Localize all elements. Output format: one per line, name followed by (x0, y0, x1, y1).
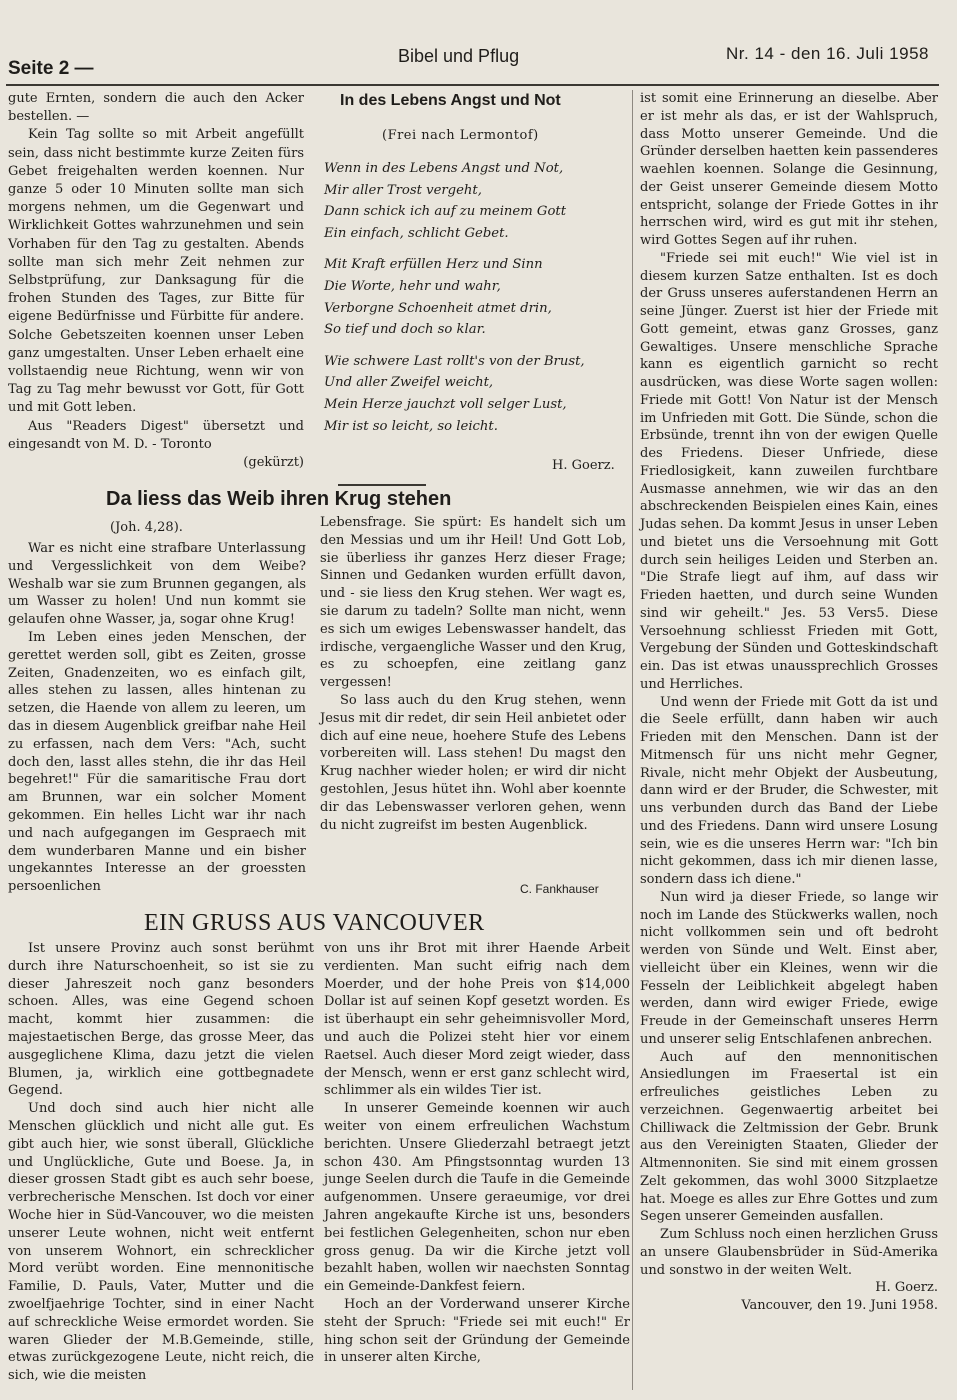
article-author: H. Goerz. (875, 1280, 938, 1296)
paragraph: von uns ihr Brot mit ihrer Haende Arbeit verdienten. Man sucht eifrig nach dem Moerder, und der hohe Preis von $14,000 Dollar ist auf seinen Kopf gesetzt worden. Es ist überhaupt ein sehr geheimnisvoller Mord, und auch die Polizei steht hier vor einem Raetsel. Auch dieser Mord zeigt wieder, dass der Mensch, wenn er erst ganz schlecht wird, schlimmer als ein wildes Tier ist. (324, 941, 630, 1099)
poem-stanza (324, 254, 624, 340)
issue-date: Nr. 14 - den 16. Juli 1958 (726, 44, 929, 63)
paragraph: Lebensfrage. Sie spürt: Es handelt sich um den Messias und um ihr Heil! Und Gott Lob, sie überliess ihr ganzes Herz dieser Frage; Sinnen und Gedanken wurden erfüllt davon, und - sie liess den Krug stehen. Wer wagt es, sie darum zu tadeln? Sollte man nicht, wenn es sich um ewiges Lebenswasser handelt, das irdische, vergaengliche Wasser und den Krug, es zu schoepfen, eine zeitlang ganz vergessen! (320, 515, 626, 691)
poem-line: Mit Kraft erfüllen Herz und Sinn (324, 257, 543, 273)
source-note: Aus "Readers Digest" übersetzt und eingesandt von M. D. - Toronto (8, 418, 304, 452)
article-prayer-end (8, 90, 304, 472)
paragraph: Und doch sind auch hier nicht alle Menschen glücklich und nicht alle gut. Es gibt auch hier, wie sonst überall, Glückliche und Unglückliche, Gute und Boese. Ja, in dieser grossen Stadt gibt es auch sehr boese, verbrecherische Menschen. Ist doch vor einer Woche hier in Süd-Vancouver, wo die meisten unserer Leute wohnen, nicht weit entfernt von unserem Wohnort, ein schrecklicher Mord verübt worden. Eine mennonitische Familie, D. Pauls, Vater, Mutter und die zwoelfjaehrige Tochter, sind in einer Nacht auf schreckliche Weise ermordet worden. Sie waren Glieder der M.B.Gemeinde, stille, etwas zurückgezogene Leute, nicht reich, die sich, wie die meisten (8, 1101, 314, 1384)
source-note-short: (gekürzt) (243, 455, 304, 471)
paragraph: Zum Schluss noch einen herzlichen Gruss an unsere Glaubensbrüder in Süd-Amerika und sonstwo in der weiten Welt. (640, 1227, 938, 1278)
paragraph: Im Leben eines jeden Menschen, der gerettet werden soll, gibt es Zeiten, grosse Zeiten, Gnadenzeiten, wo es einfach gilt, alles stehen zu lassen, alles hintenan zu setzen, die Haende von allem zu leeren, um das in diesem Augenblick greifbar nahe Heil zu erfassen, nach dem Vers: "Ach, sucht doch den, lasst alles stehn, die ihr das Heil begehret!" Für die samaritische Frau dort am Brunnen, war ein solcher Moment gekommen. Ein helles Licht war ihr nach und nach aufgegangen im Gespraech mit dem wunderbaren Manne und ein bisher ungekanntes Interesse an der groessten persoenlichen (8, 629, 306, 895)
paragraph: ist somit eine Erinnerung an dieselbe. Aber er ist mehr als das, er ist der Wahlspruch, dass Motto unserer Gemeinde. Und die Gründer derselben haetten kein passenderes waehlen koennen. Solange die Gesinnung, der Geist unserer Gemeinde diesem Motto entspricht, solange der Friede Gottes in ihr herrschen wird, wird es gut mit ihr stehen, wird Gottes Segen auf ihr ruhen. (640, 91, 938, 248)
poem-body (324, 158, 624, 447)
poem-title: In des Lebens Angst und Not (340, 92, 561, 109)
poem-line: Wenn in des Lebens Angst und Not, (324, 161, 564, 176)
paragraph: "Friede sei mit euch!" Wie viel ist in diesem kurzen Satze enthalten. Ist es doch der Gruss unseres auferstandenen Herrn an seine Jünger. Zuerst ist hier der Friede mit Gott gemeint, etwas ganz Grosses, ganz Gewaltiges. Unsere menschliche Sprache kann es eigentlich garnicht so recht ausdrücken, was diese Worte sagen wollen: Friede mit Gott! Von Natur ist der Mensch im Unfrieden mit Gott. Die Sünde, schon die Erbsünde, trennt ihn von der ewigen Quelle des Friedens. Dieser Unfriede, diese Friedlosigkeit, kann zuweilen furchtbare Ausmasse annehmen, wie wir das an den abschreckenden Beispielen eines Kain, eines Judas sehen. Da kommt Jesus in unser Leben und bietet uns die Versoehnung mit Gott durch sein heiliges Leiden und Sterben an. "Die Strafe liegt auf ihm, auf dass wir Frieden haetten, und durch seine Wunden sind wir geheilt." Jes. 53 Vers5. Diese Versoehnung schliesst Frieden mit Gott, Vergebung der Sünden und Gotteskindschaft ein. Das ist etwas unaussprechlich Grosses und Herrliches. (640, 250, 938, 692)
article-krug-left (8, 540, 306, 896)
poem-line: Mein Herze jauchzt voll selger Lust, (324, 396, 567, 412)
article-krug-right (320, 514, 626, 834)
section-divider (338, 484, 426, 486)
poem-line: Dann schick ich auf zu meinem Gott (324, 204, 566, 220)
page-number: Seite 2 — (8, 58, 94, 79)
paragraph: War es nicht eine strafbare Unterlassung und Vergesslichkeit von dem Weibe? Weshalb war sie zum Brunnen gegangen, als um Wasser zu holen! Und nun kommt sie gelaufen ohne Wasser, ja, sogar ohne Krug! (8, 541, 306, 628)
poem-stanza (324, 351, 624, 437)
newspaper-title: Bibel und Pflug (398, 46, 520, 66)
paragraph: gute Ernten, sondern die auch den Acker bestellen. — (8, 91, 304, 125)
paragraph: Hoch an der Vorderwand unserer Kirche steht der Spruch: "Friede sei mit euch!" Er hing schon seit der Gründung der Gemeinde in unserer alten Kirche, (324, 1296, 630, 1366)
paragraph: In unserer Gemeinde koennen wir auch weiter von einem erfreulichen Wachstum berichten. Unsere Gliederzahl betraegt jetzt schon 430. Am Pfingstsonntag wurden 13 junge Seelen durch die Taufe in die Gemeinde aufgenommen. Unsere geraeumige, vor drei Jahren angekaufte Kirche ist uns, besonders bei festlichen Gelegenheiten, schon nur eben gross genug. Da wir die Kirche jetzt voll bezahlt haben, wollen wir naechsten Sonntag ein Gemeinde-Dankfest feiern. (324, 1101, 630, 1295)
poem-author: H. Goerz. (552, 458, 615, 473)
dateline: Vancouver, den 19. Juni 1958. (741, 1298, 938, 1313)
bible-reference: (Joh. 4,28). (110, 520, 183, 535)
paragraph: Kein Tag sollte so mit Arbeit angefüllt sein, dass nicht bestimmte kurze Zeiten fürs Gebet freigehalten werden koennen. Nur ganze 5 oder 10 Minuten sollte man sich morgens nehmen, um die Gegenwart und Wirklichkeit Gottes wahrzunehmen und sein Vorhaben für den Tag zu gestalten. Abends sollte man sich mehr Zeit nehmen zur Selbstprüfung, zur Danksagung für die frohen Stunden des Tages, zur Bitte für eigene Bedürfnisse und Fürbitte für andere. Solche Gebetszeiten koennen unser Leben ganz umgestalten. Unser Leben erhaelt eine vollstaendig neue Richtung, wenn wir von Tag zu Tag mehr bewusst vor Gott, für Gott und mit Gott leben. (8, 127, 304, 416)
header-rule (6, 84, 939, 86)
paragraph: Nun wird ja dieser Friede, so lange wir noch im Lande des Stückwerks wallen, noch nicht vollkommen sein und oft bedroht werden von Sünde und Welt. Einst aber, vielleicht über ein Kleines, wenn wir die Fesseln der Leiblichkeit abgelegt haben werden, dann wird ewiger Friede, ewige Freude in der Gemeinschaft unseres Herrn und unserer selig Entschlafenen anbrechen. (640, 889, 938, 1047)
poem-subtitle: (Frei nach Lermontof) (382, 128, 539, 143)
poem-line: Wie schwere Last rollt's von der Brust, (324, 353, 585, 369)
paragraph: Ist unsere Provinz auch sonst berühmt durch ihre Naturschoenheit, so ist sie zu dieser Jahreszeit noch ganz besonders schoen. Alles, was eine Gegend schoen macht, kommt hier zusammen: die majestaetischen Berge, das grosse Meer, das ausgeglichene Klima, dazu jetzt die vielen Blumen, ja, wirklich eine gottbegnadete Gegend. (8, 941, 314, 1099)
paragraph: Und wenn der Friede mit Gott da ist und die Seele erfüllt, dann haben wir auch Frieden mit den Menschen. Dann ist der Mitmensch für uns nicht mehr Gegner, Rivale, nicht mehr Objekt der Ausbeutung, dann wird er der Bruder, die Schwester, mit uns verbunden durch das Band der Liebe und des Friedens. Dann wird unsere Losung sein, wie es die unseres Herrn war: "Ich bin nicht gekommen, dass ich mir dienen lasse, sondern dass ich diene." (640, 694, 938, 887)
poem-line: Verborgne Schoenheit atmet drin, (324, 300, 552, 316)
poem-line: Mir aller Trost vergeht, (324, 182, 482, 198)
article-title-krug: Da liess das Weib ihren Krug stehen (106, 488, 452, 510)
paragraph: Auch auf den mennonitischen Ansiedlungen im Fraesertal ist ein erfreuliches geistliches Leben zu verzeichnen. Gegenwaertig arbeitet bei Chilliwack die Zeltmission der Gebr. Brunk aus den Vereinigten Staaten, Glieder der Altmennoniten. Sie sind mit einem grossen Zelt gekommen, das wohl 3000 Sitzplaetze hat. Moege es alles zur Ehre Gottes und zum Segen unserer Gemeinden ausfallen. (640, 1049, 938, 1225)
article-vancouver-left (8, 940, 314, 1385)
article-vancouver-middle (324, 940, 630, 1367)
column-separator (632, 90, 633, 1390)
poem-line: Und aller Zweifel weicht, (324, 375, 494, 391)
poem-line: Ein einfach, schlicht Gebet. (324, 225, 509, 241)
article-author: C. Fankhauser (520, 882, 599, 896)
article-title-vancouver: EIN GRUSS AUS VANCOUVER (144, 910, 485, 936)
poem-stanza (324, 158, 624, 244)
poem-line: So tief und doch so klar. (324, 322, 486, 338)
article-vancouver-right (640, 90, 938, 1315)
paragraph: So lass auch du den Krug stehen, wenn Jesus mit dir redet, dir sein Heil anbietet oder dich auf eine neue, hoehere Stufe des Lebens vorbereiten will. Lass stehen! Du magst den Krug nachher wieder holen; er wird dir nicht gestohlen, Jesus hütet ihn. Wohl aber koennte dir das Lebenswasser verloren gehen, wenn du nicht zugreifst im besten Augenblick. (320, 692, 626, 833)
page-header (0, 0, 957, 88)
poem-line: Mir ist so leicht, so leicht. (324, 418, 498, 434)
poem-line: Die Worte, hehr und wahr, (324, 278, 501, 294)
